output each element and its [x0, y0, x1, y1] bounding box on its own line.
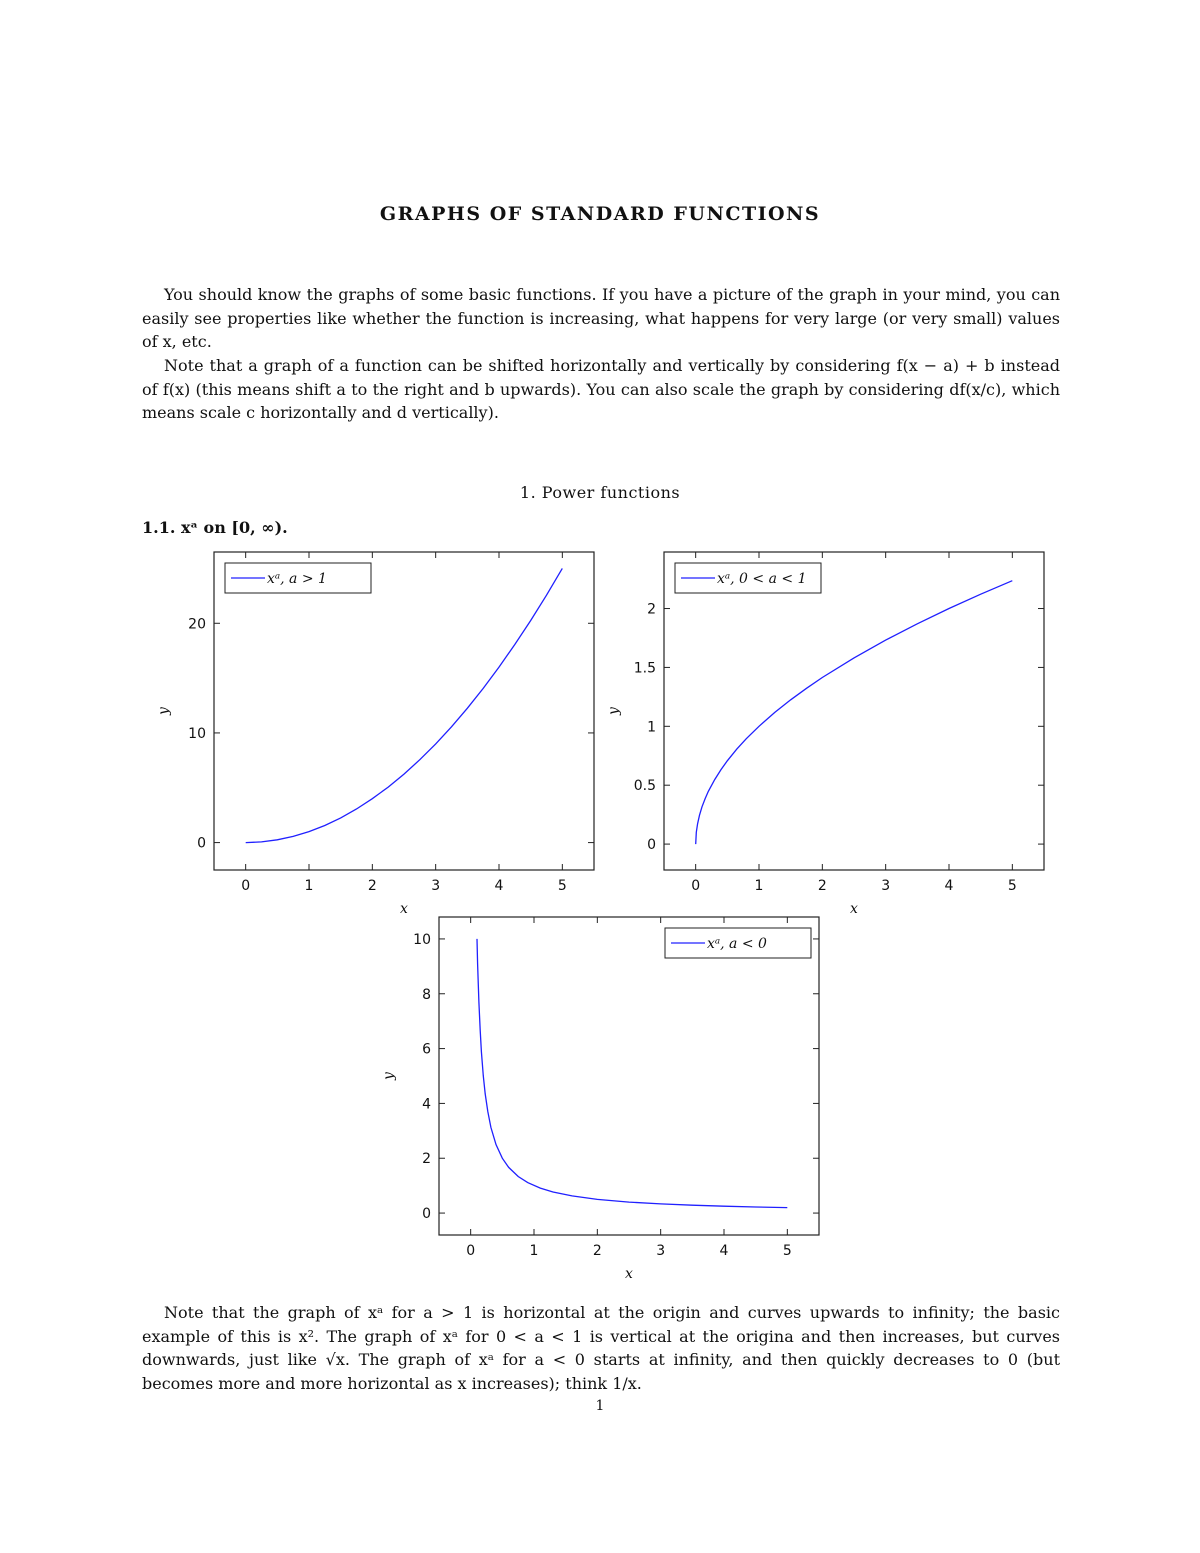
- y-axis-label: y: [156, 707, 172, 715]
- chart-power-a-greater-1: [150, 545, 610, 920]
- x-tick-label: 4: [494, 878, 504, 894]
- x-tick-label: 0: [466, 1243, 476, 1259]
- x-tick-label: 3: [881, 878, 891, 894]
- closing-paragraph-text: Note that the graph of xᵃ for a > 1 is horizontal at the origin and curves upwards to infinity; the basic example of this is x². The graph of xᵃ for 0 < a < 1 is vertical at the origina and then increases, but curves downwards, just like √x. The graph of xᵃ for a < 0 starts at infinity, and then quickly decreases to 0 (but becomes more and more horizontal as x increases); think 1/x.: [142, 1303, 1060, 1393]
- x-tick-label: 0: [691, 878, 701, 894]
- plot-frame: [664, 552, 1044, 870]
- x-axis-label: x: [625, 1266, 633, 1282]
- x-tick-label: 1: [304, 878, 314, 894]
- x-tick-label: 3: [656, 1243, 666, 1259]
- x-tick-label: 1: [754, 878, 764, 894]
- x-tick-label: 5: [782, 1243, 792, 1259]
- x-axis-label: x: [400, 901, 408, 917]
- subsection-heading: 1.1. xᵃ on [0, ∞).: [142, 518, 288, 537]
- legend-label: xᵃ, a < 0: [707, 936, 767, 952]
- y-tick-label: 0: [422, 1206, 431, 1223]
- plot-frame: [439, 917, 819, 1235]
- x-tick-label: 5: [557, 878, 567, 894]
- y-tick-label: 1: [647, 719, 656, 736]
- closing-paragraph: [142, 1301, 1060, 1395]
- intro-paragraph-2-text: Note that a graph of a function can be shifted horizontally and vertically by considering f(x − a) + b instead of f(x) (this means shift a to the right and b upwards). You can also scale the graph by considering df(x/c), which means scale c horizontally and d vertically).: [142, 356, 1060, 422]
- x-tick-label: 4: [944, 878, 954, 894]
- y-tick-label: 2: [422, 1151, 431, 1168]
- intro-paragraph-1-text: You should know the graphs of some basic functions. If you have a picture of the graph in your mind, you can easily see properties like whether the function is increasing, what happens for very large (or very small) values of x, etc.: [142, 285, 1060, 351]
- y-tick-label: 0: [647, 837, 656, 854]
- y-axis-label: y: [381, 1072, 397, 1080]
- x-tick-label: 4: [719, 1243, 729, 1259]
- page-title: GRAPHS OF STANDARD FUNCTIONS: [379, 203, 821, 225]
- page-number: 1: [595, 1398, 605, 1414]
- chart-power-a-negative: [375, 910, 835, 1285]
- y-tick-label: 1.5: [633, 660, 656, 677]
- x-tick-label: 2: [592, 1243, 602, 1259]
- x-tick-label: 0: [241, 878, 251, 894]
- x-tick-label: 1: [529, 1243, 539, 1259]
- y-tick-label: 6: [422, 1041, 431, 1058]
- section-heading: 1. Power functions: [519, 483, 681, 502]
- y-tick-label: 2: [647, 601, 656, 618]
- plot-frame: [214, 552, 594, 870]
- y-tick-label: 8: [422, 986, 431, 1003]
- series-line: [696, 581, 1013, 844]
- y-tick-label: 10: [413, 931, 431, 948]
- intro-paragraph-1: [142, 283, 1060, 354]
- intro-paragraph-2: [142, 354, 1060, 425]
- x-tick-label: 2: [817, 878, 827, 894]
- x-tick-label: 2: [367, 878, 377, 894]
- x-axis-label: x: [850, 901, 858, 917]
- legend-label: xᵃ, a > 1: [267, 571, 327, 587]
- y-tick-label: 20: [188, 616, 206, 633]
- y-tick-label: 0.5: [633, 778, 656, 795]
- x-tick-label: 3: [431, 878, 441, 894]
- series-line: [246, 568, 563, 842]
- y-axis-label: y: [606, 707, 622, 715]
- series-line: [477, 939, 787, 1208]
- y-tick-label: 4: [422, 1096, 431, 1113]
- chart-power-a-between-0-1: [600, 545, 1060, 920]
- x-tick-label: 5: [1007, 878, 1017, 894]
- y-tick-label: 0: [197, 835, 206, 852]
- legend-label: xᵃ, 0 < a < 1: [717, 571, 807, 587]
- y-tick-label: 10: [188, 725, 206, 742]
